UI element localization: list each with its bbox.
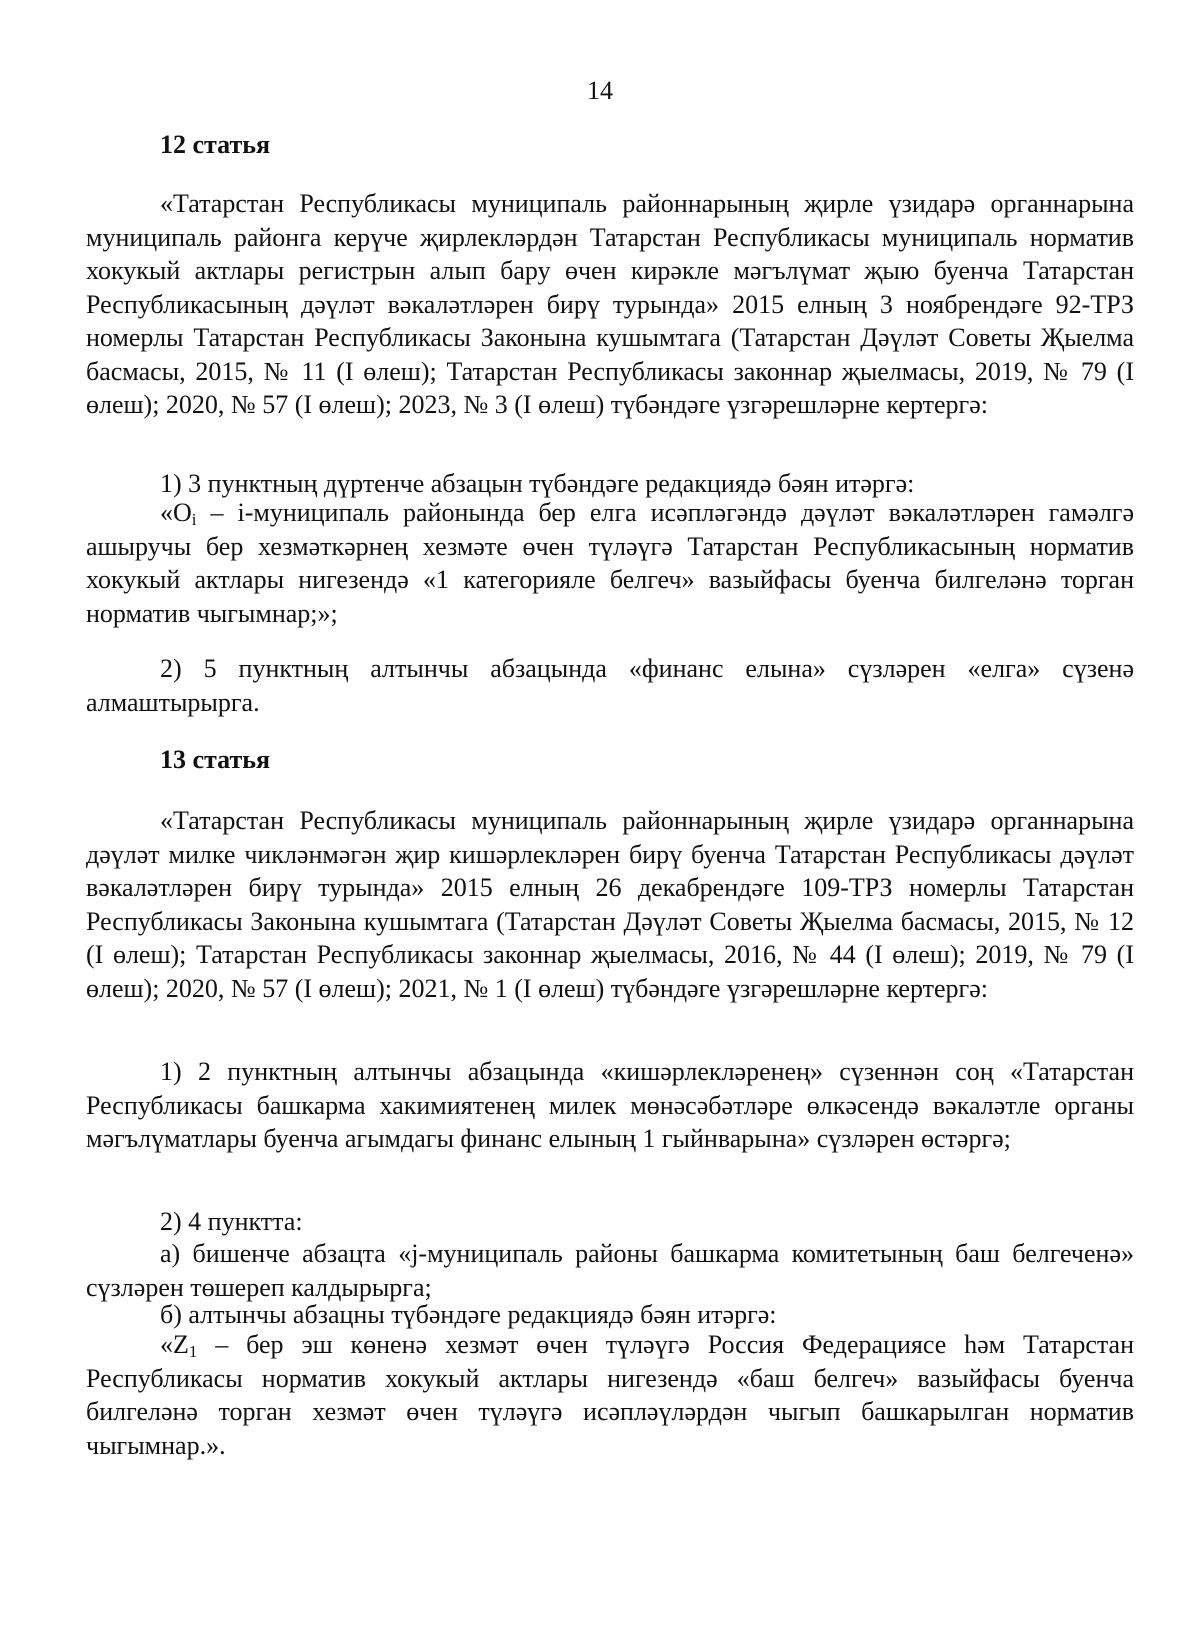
formula-symbol: «O xyxy=(160,498,192,527)
article-13-heading: 13 статья xyxy=(160,745,271,774)
article-13-intro: «Татарстан Республикасы муниципаль районнарының җирле үзидарә органнарына дәүләт милке чикләнмәгән җир кишәрлекләрен бирү буенча Татарстан Республикасы дәүләт вәкаләтләрен бирү турында» 2015 елның 26 декабрендәге 109-ТРЗ номерлы Татарстан Республикасы Законына кушымтага (Татарстан Дәүләт Советы Җыелма басмасы, 2015, № 12 (I өлеш); Татарстан Республикасы законнар җыелмасы, 2016, № 44 (I өлеш); 2019, № 79 (I өлеш); 2020, № 57 (I өлеш); 2021, № 1 (I өлеш) түбәндәге үзгәрешләрне кертергә: xyxy=(86,806,1134,1003)
article-13-item-2: 2) 4 пунктта: xyxy=(160,1207,303,1236)
article-13-quote-2 xyxy=(86,1328,1134,1462)
formula-symbol: «Z xyxy=(160,1330,189,1359)
article-12-quote-1 xyxy=(86,496,1134,630)
article-12-item-1: 1) 3 пунктның дүртенче абзацын түбәндәге редакциядә бәян итәргә: xyxy=(160,469,915,498)
article-13-item-2a: а) бишенче абзацта «j-муниципаль районы башкарма комитетының баш белгеченә» сүзләрен төшереп калдырырга; xyxy=(86,1239,1134,1302)
article-12-intro: «Татарстан Республикасы муниципаль районнарының җирле үзидарә органнарына муниципаль районга керүче җирлекләрдән Татарстан Республикасы муниципаль норматив хокукый актлары регистрын алып бару өчен кирәкле мәгълүмат җыю буенча Татарстан Республикасының дәүләт вәкаләтләрен бирү турында» 2015 елның 3 ноябрендәге 92-ТРЗ номерлы Татарстан Республикасы Законына кушымтага (Татарстан Дәүләт Советы Җыелма басмасы, 2015, № 11 (I өлеш); Татарстан Республикасы законнар җыелмасы, 2019, № 79 (I өлеш); 2020, № 57 (I өлеш); 2023, № 3 (I өлеш) түбәндәге үзгәрешләрне кертергә: xyxy=(86,189,1134,419)
page-number: 14 xyxy=(587,76,613,105)
quote-text: – i-муниципаль районында бер елга исәпләгәндә дәүләт вәкаләтләрен гамәлгә ашыручы бер хезмәткәрнең хезмәте өчен түләүгә Татарстан Республикасының норматив хокукый актлары нигезендә «1 категорияле белгеч» вазыйфасы буенча билгеләнә торган норматив чыгымнар;»; xyxy=(86,498,1134,628)
article-12-item-2: 2) 5 пунктның алтынчы абзацында «финанс елына» сүзләрен «елга» сүзенә алмаштырырга. xyxy=(86,654,1134,717)
article-13-item-1: 1) 2 пунктның алтынчы абзацында «кишәрлекләренең» сүзеннән соң «Татарстан Республикасы башкарма хакимиятенең милек мөнәсәбәтләре өлкәсендә вәкаләтле органы мәгълүматлары буенча агымдагы финанс елының 1 гыйнварына» сүзләрен өстәргә; xyxy=(86,1057,1134,1153)
article-12-heading: 12 статья xyxy=(160,130,271,159)
quote-text: – бер эш көненә хезмәт өчен түләүгә Россия Федерациясе һәм Татарстан Республикасы норматив хокукый актлары нигезендә «баш белгеч» вазыйфасы буенча билгеләнә торган хезмәт өчен түләүгә исәпләүләрдән чыгып башкарылган норматив чыгымнар.». xyxy=(86,1330,1134,1460)
article-13-item-2b: б) алтынчы абзацны түбәндәге редакциядә бәян итәргә: xyxy=(160,1300,777,1329)
formula-subscript: 1 xyxy=(188,1342,198,1362)
formula-subscript: i xyxy=(191,510,197,530)
